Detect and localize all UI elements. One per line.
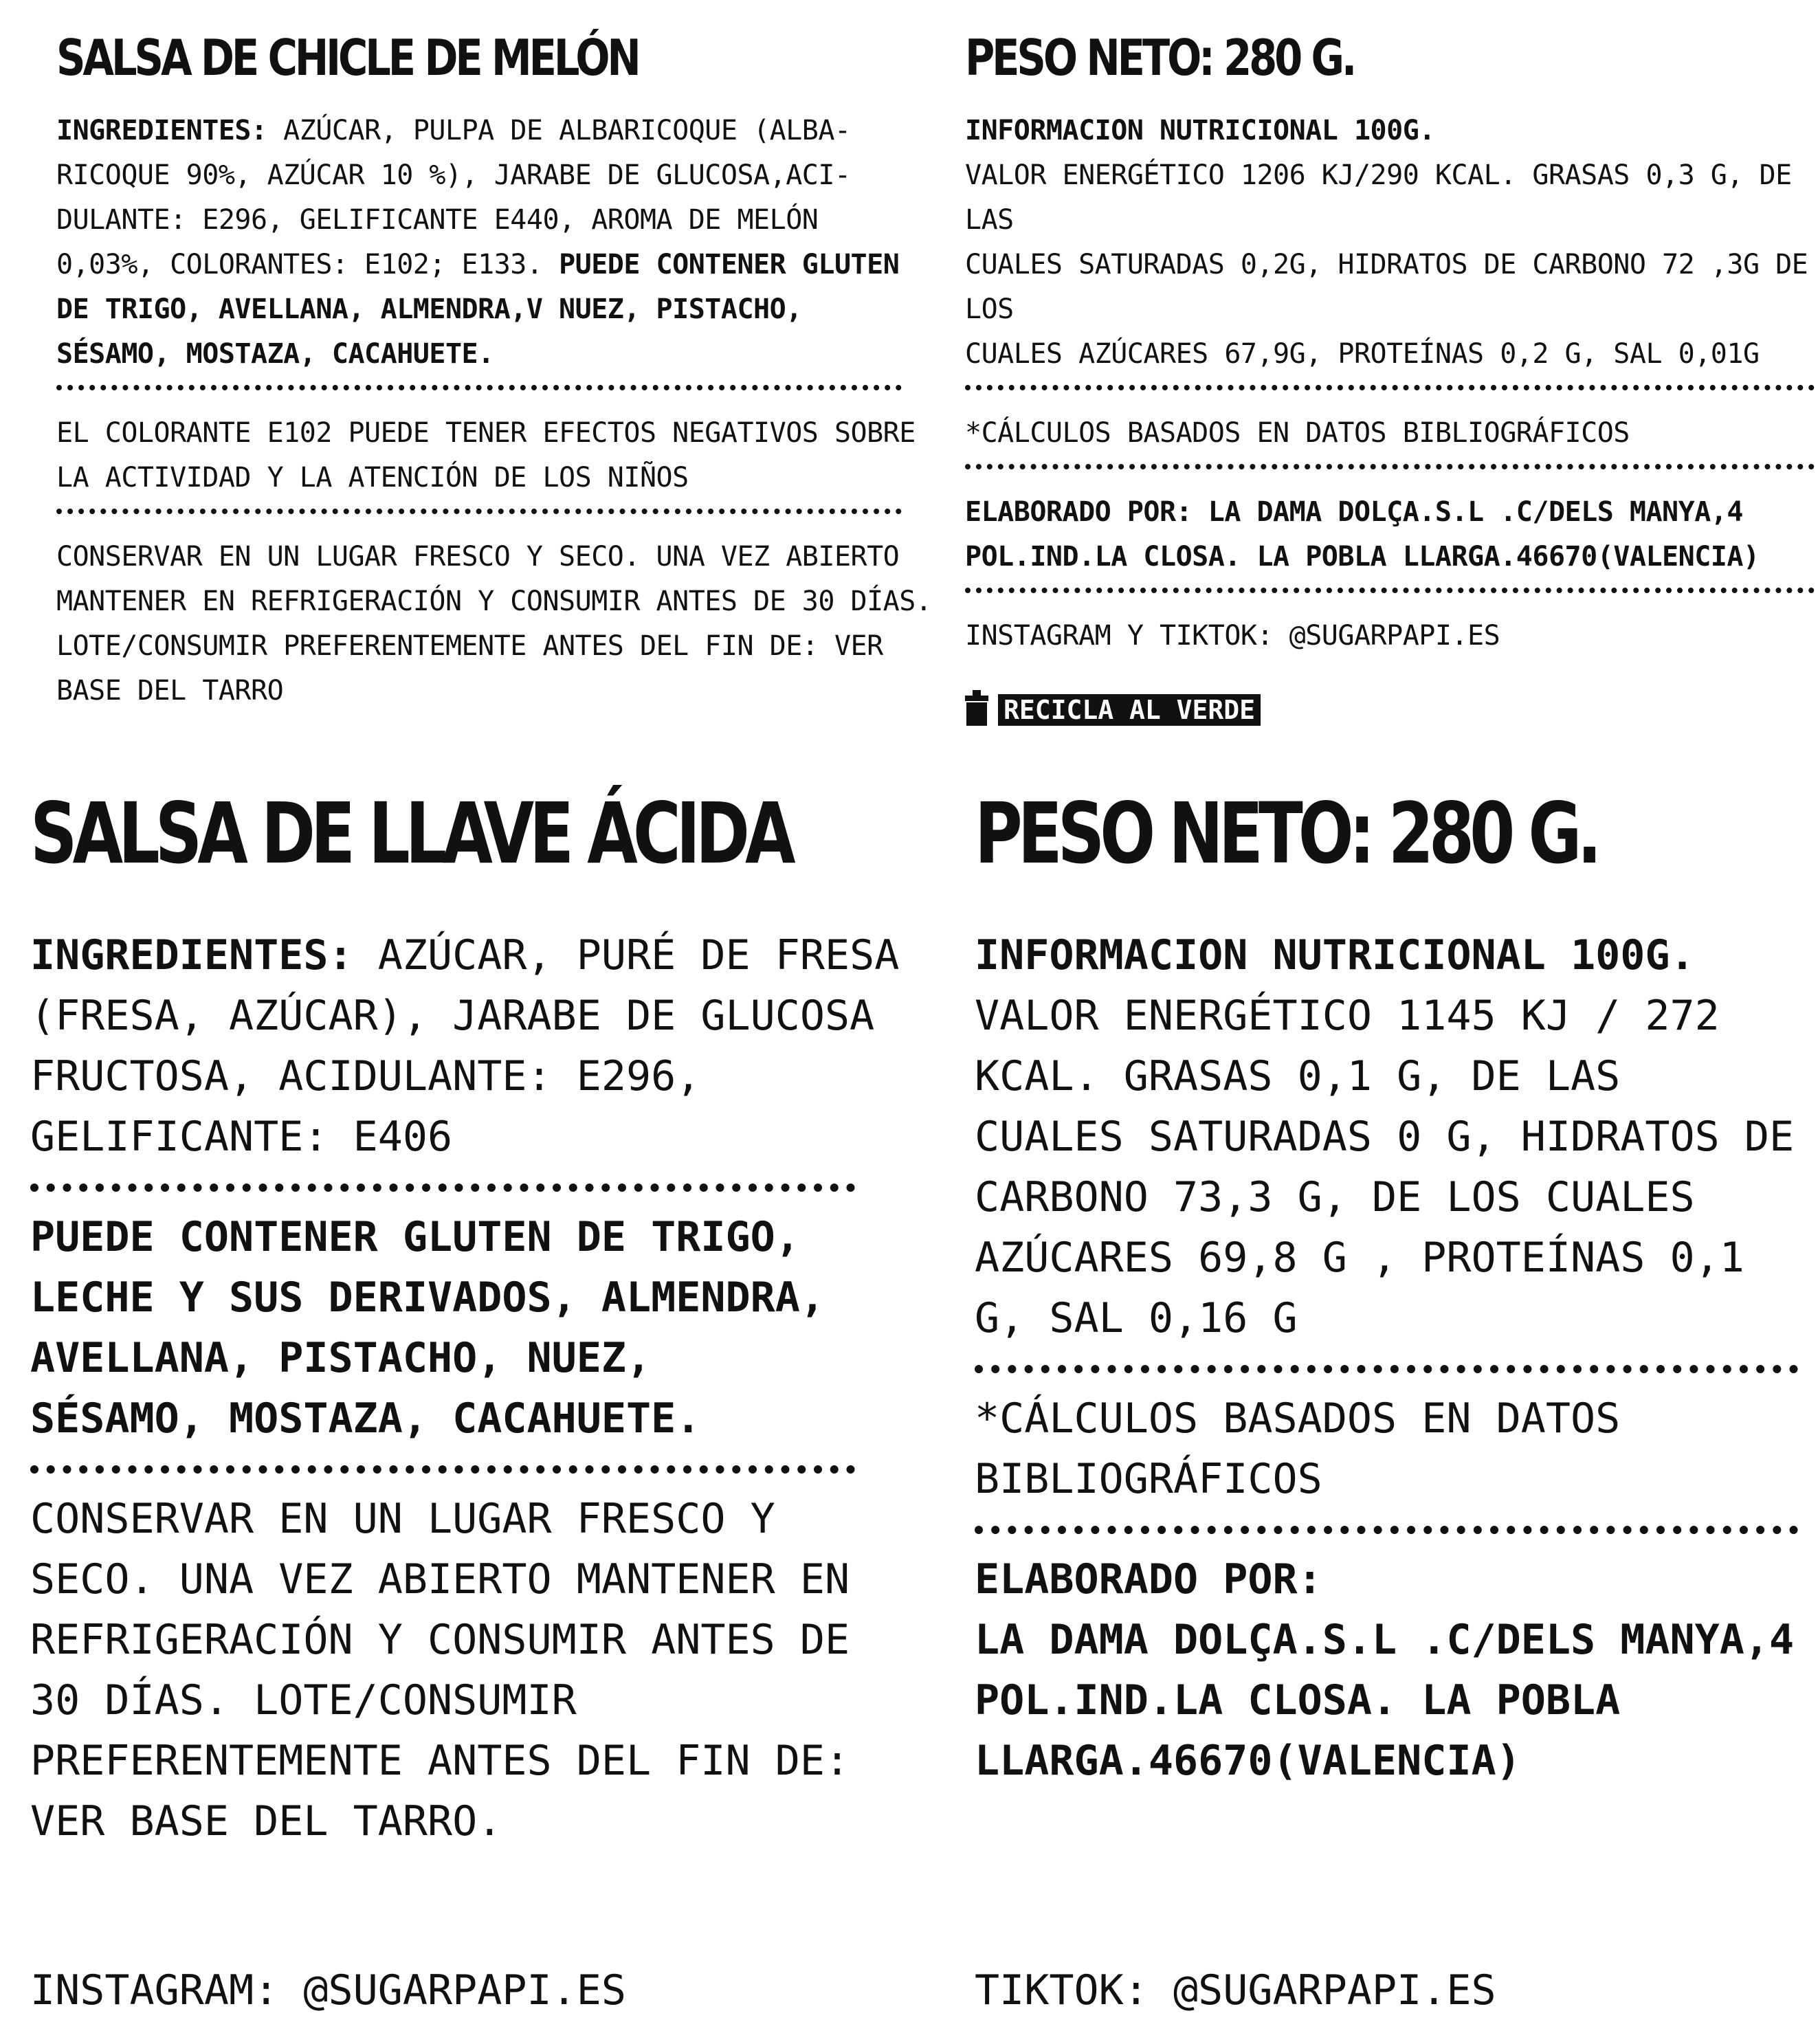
dotted-divider <box>30 1465 855 1474</box>
bottom-left-panel <box>30 785 944 1852</box>
dotted-divider <box>965 385 1815 390</box>
bottom-storage-line: CONSERVAR EN UN LUGAR FRESCO Y <box>30 1495 775 1543</box>
bottom-allergens-line: LECHE Y SUS DERIVADOS, ALMENDRA, <box>30 1274 825 1322</box>
dotted-divider <box>56 385 902 390</box>
recycle-text: RECICLA AL VERDE <box>998 694 1261 726</box>
bottom-producer <box>975 1549 1818 1791</box>
bottom-product-title: SALSA DE LLAVE ÁCIDA <box>30 785 791 882</box>
bottom-storage <box>30 1489 944 1852</box>
top-net-weight: PESO NETO: 280 G. <box>965 29 1355 87</box>
bottom-ingredients-line: (FRESA, AZÚCAR), JARABE DE GLUCOSA <box>30 992 875 1040</box>
top-ingredients <box>56 109 950 377</box>
bottom-nutrition-line: G, SAL 0,16 G <box>975 1294 1298 1342</box>
dotted-divider <box>965 588 1815 593</box>
top-right-panel <box>965 29 1818 658</box>
bottom-allergens-line: AVELLANA, PISTACHO, NUEZ, <box>30 1334 652 1382</box>
bottom-nutrition-line: CARBONO 73,3 G, DE LOS CUALES <box>975 1173 1695 1221</box>
bottom-allergens <box>30 1207 944 1449</box>
bottom-right-panel <box>975 785 1818 1791</box>
bottom-nutrition-heading: INFORMACION NUTRICIONAL 100G. <box>975 931 1695 979</box>
bottom-producer-line: POL.IND.LA CLOSA. LA POBLA <box>975 1676 1621 1724</box>
bottom-social-instagram: INSTAGRAM: @SUGARPAPI.ES <box>30 1966 626 2014</box>
bottom-ingredients-line: GELIFICANTE: E406 <box>30 1113 453 1161</box>
top-nutrition-heading: INFORMACION NUTRICIONAL 100G. <box>965 115 1435 146</box>
dotted-divider <box>965 464 1815 469</box>
bottom-ingredients-label: INGREDIENTES: <box>30 931 353 979</box>
top-allergens-line: DE TRIGO, AVELLANA, ALMENDRA,V NUEZ, PISTACHO, <box>56 293 802 325</box>
top-nutrition <box>965 109 1818 377</box>
top-warning-line: EL COLORANTE E102 PUEDE TENER EFECTOS NEGATIVOS SOBRE <box>56 417 916 449</box>
bottom-nutrition-line: AZÚCARES 69,8 G , PROTEÍNAS 0,1 <box>975 1234 1744 1282</box>
bottom-producer-line: LA DAMA DOLÇA.S.L .C/DELS MANYA,4 <box>975 1616 1795 1664</box>
bottom-storage-line: SECO. UNA VEZ ABIERTO MANTENER EN <box>30 1555 850 1603</box>
bottom-nutrition-line: KCAL. GRASAS 0,1 G, DE LAS <box>975 1052 1621 1100</box>
top-ingredients-line: 0,03%, COLORANTES: E102; E133. <box>56 249 543 280</box>
top-nutrition-line: CUALES SATURADAS 0,2G, HIDRATOS DE CARBONO 72 ,3G DE LOS <box>965 249 1808 325</box>
top-producer <box>965 490 1818 579</box>
top-ingredients-label: INGREDIENTES: <box>56 115 267 146</box>
bottom-storage-line: PREFERENTEMENTE ANTES DEL FIN DE: <box>30 1737 850 1785</box>
bottom-calc-line: *CÁLCULOS BASADOS EN DATOS <box>975 1395 1621 1443</box>
dotted-divider <box>30 1184 855 1192</box>
top-storage-line: LOTE/CONSUMIR PREFERENTEMENTE ANTES DEL FIN DE: VER <box>56 630 883 662</box>
bottom-ingredients <box>30 925 944 1167</box>
top-producer-line: POL.IND.LA CLOSA. LA POBLA LLARGA.46670(VALENCIA) <box>965 541 1760 573</box>
top-allergens-inline: PUEDE CONTENER GLUTEN <box>559 249 900 280</box>
top-ingredients-line: AZÚCAR, PULPA DE ALBARICOQUE (ALBA- <box>283 115 851 146</box>
bottom-calc-note <box>975 1388 1818 1509</box>
bottom-allergens-line: SÉSAMO, MOSTAZA, CACAHUETE. <box>30 1395 701 1443</box>
bottom-nutrition <box>975 925 1818 1348</box>
recycle-badge <box>965 687 1261 726</box>
bottom-social-tiktok: TIKTOK: @SUGARPAPI.ES <box>975 1966 1496 2014</box>
top-social: INSTAGRAM Y TIKTOK: @SUGARPAPI.ES <box>965 620 1500 652</box>
top-left-panel <box>56 29 950 713</box>
top-nutrition-line: CUALES AZÚCARES 67,9G, PROTEÍNAS 0,2 G, SAL 0,01G <box>965 338 1760 370</box>
top-colorant-warning <box>56 411 950 500</box>
bottom-net-weight: PESO NETO: 280 G. <box>975 785 1597 882</box>
top-allergens-line: SÉSAMO, MOSTAZA, CACAHUETE. <box>56 338 494 370</box>
bottom-nutrition-line: CUALES SATURADAS 0 G, HIDRATOS DE <box>975 1113 1795 1161</box>
top-ingredients-line: RICOQUE 90%, AZÚCAR 10 %), JARABE DE GLUCOSA,ACI- <box>56 159 851 191</box>
bottom-allergens-line: PUEDE CONTENER GLUTEN DE TRIGO, <box>30 1213 800 1261</box>
top-storage-line: BASE DEL TARRO <box>56 675 284 707</box>
bottom-storage-line: 30 DÍAS. LOTE/CONSUMIR <box>30 1676 577 1724</box>
bottom-calc-line: BIBLIOGRÁFICOS <box>975 1455 1322 1503</box>
dotted-divider <box>56 509 902 514</box>
top-product-title: SALSA DE CHICLE DE MELÓN <box>56 29 639 87</box>
bottom-ingredients-line: FRUCTOSA, ACIDULANTE: E296, <box>30 1052 701 1100</box>
top-storage-line: CONSERVAR EN UN LUGAR FRESCO Y SECO. UNA VEZ ABIERTO <box>56 541 900 573</box>
top-producer-line: ELABORADO POR: LA DAMA DOLÇA.S.L .C/DELS MANYA,4 <box>965 496 1743 528</box>
top-ingredients-line: DULANTE: E296, GELIFICANTE E440, AROMA DE MELÓN <box>56 204 819 236</box>
bottom-storage-line: VER BASE DEL TARRO. <box>30 1797 502 1845</box>
top-storage-line: MANTENER EN REFRIGERACIÓN Y CONSUMIR ANTES DE 30 DÍAS. <box>56 586 932 617</box>
bottom-storage-line: REFRIGERACIÓN Y CONSUMIR ANTES DE <box>30 1616 850 1664</box>
bottom-ingredients-line: AZÚCAR, PURÉ DE FRESA <box>377 931 900 979</box>
top-nutrition-line: VALOR ENERGÉTICO 1206 KJ/290 KCAL. GRASAS 0,3 G, DE LAS <box>965 159 1792 236</box>
top-warning-line: LA ACTIVIDAD Y LA ATENCIÓN DE LOS NIÑOS <box>56 462 689 493</box>
dotted-divider <box>975 1365 1798 1373</box>
trash-bin-icon <box>965 690 988 726</box>
bottom-nutrition-line: VALOR ENERGÉTICO 1145 KJ / 272 <box>975 992 1720 1040</box>
dotted-divider <box>975 1526 1798 1534</box>
top-calc-note: *CÁLCULOS BASADOS EN DATOS BIBLIOGRÁFICOS <box>965 417 1630 449</box>
bottom-producer-line: LLARGA.46670(VALENCIA) <box>975 1737 1521 1785</box>
bottom-producer-heading: ELABORADO POR: <box>975 1555 1322 1603</box>
top-storage <box>56 535 950 713</box>
